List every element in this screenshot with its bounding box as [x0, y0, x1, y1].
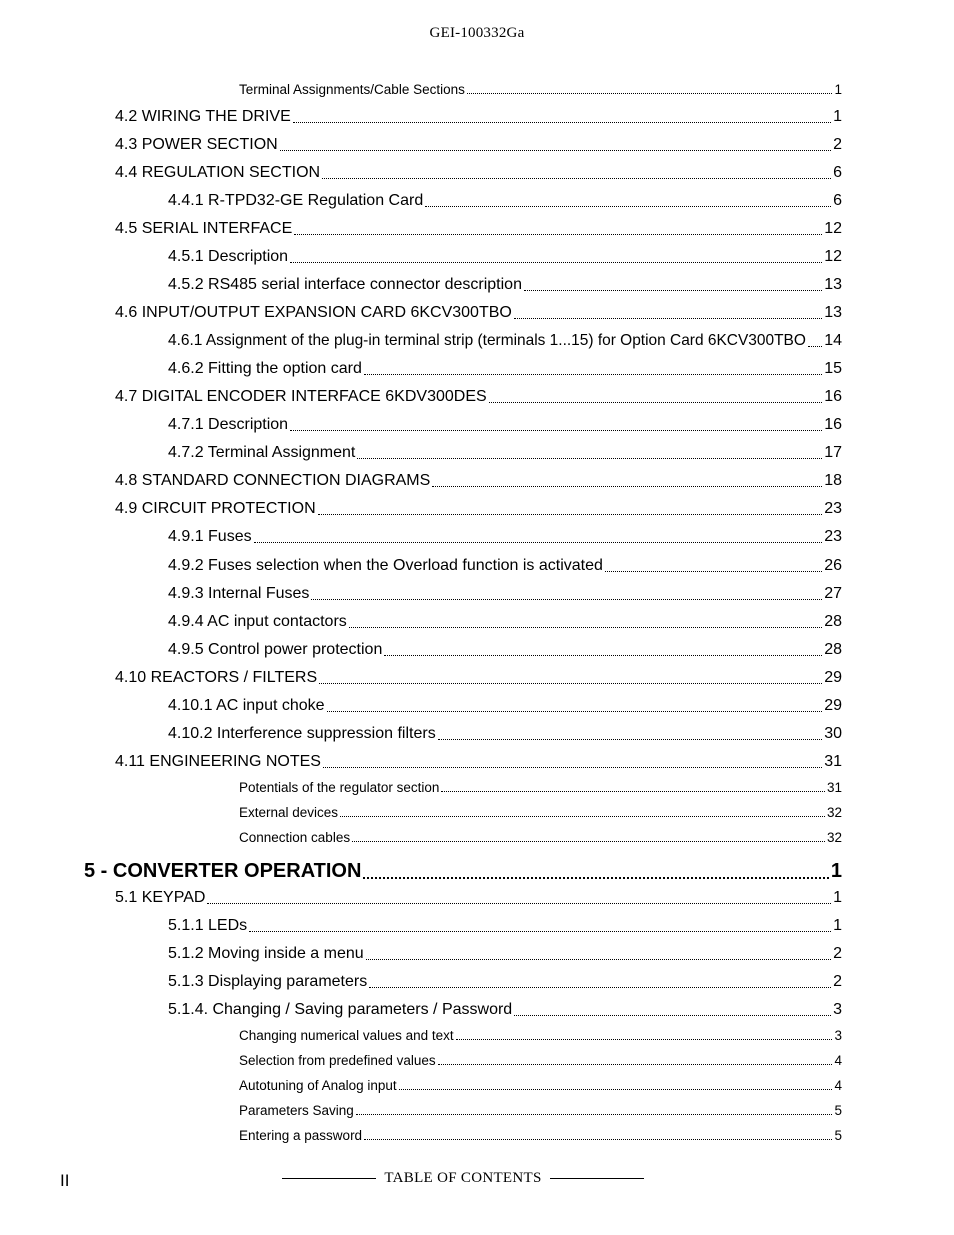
- toc-entry-title: 4.11 ENGINEERING NOTES: [115, 753, 321, 770]
- toc-entry[interactable]: [168, 917, 842, 935]
- toc-dot-leader: [290, 429, 822, 431]
- toc-dot-leader: [357, 457, 822, 459]
- toc-entry-title: 4.6 INPUT/OUTPUT EXPANSION CARD 6KCV300TBO: [115, 304, 512, 321]
- toc-entry-title: 4.9.3 Internal Fuses: [168, 585, 310, 602]
- toc-entry-page: 3: [834, 1028, 842, 1043]
- toc-entry[interactable]: [168, 973, 842, 991]
- toc-entry[interactable]: [239, 1028, 842, 1043]
- toc-entry[interactable]: [115, 753, 842, 771]
- toc-entry-title: 4.5.1 Description: [168, 248, 289, 265]
- toc-entry-title: 4.5.2 RS485 serial interface connector description: [168, 276, 522, 293]
- toc-entry-page: 18: [824, 472, 842, 489]
- toc-dot-leader: [364, 373, 822, 375]
- toc-entry[interactable]: [168, 332, 842, 350]
- toc-chapter-entry[interactable]: [84, 860, 842, 883]
- toc-entry[interactable]: [168, 725, 842, 743]
- toc-entry-page: 15: [824, 360, 842, 377]
- toc-entry[interactable]: [115, 500, 842, 518]
- toc-entry[interactable]: [239, 780, 842, 795]
- toc-entry-title: Parameters Saving: [239, 1103, 354, 1118]
- toc-entry[interactable]: [115, 669, 842, 687]
- toc-dot-leader: [808, 345, 822, 347]
- toc-entry-page: 32: [826, 830, 842, 845]
- toc-dot-leader: [349, 626, 822, 628]
- toc-entry-title: 4.7 DIGITAL ENCODER INTERFACE 6KDV300DES: [115, 388, 487, 405]
- toc-entry-page: 6: [833, 192, 842, 209]
- toc-dot-leader: [456, 1038, 833, 1040]
- toc-entry-title: Entering a password: [239, 1128, 363, 1143]
- toc-entry[interactable]: [115, 220, 842, 238]
- toc-entry-page: 23: [824, 528, 842, 545]
- footer-rule-left: [282, 1178, 376, 1179]
- toc-entry-title: 4.9.4 AC input contactors: [168, 613, 347, 630]
- toc-entry-page: 13: [824, 276, 842, 293]
- toc-dot-leader: [364, 1138, 832, 1140]
- toc-entry-title: Connection cables: [239, 830, 351, 845]
- toc-entry[interactable]: [239, 1128, 842, 1143]
- toc-entry-title: External devices: [239, 805, 339, 820]
- toc-entry[interactable]: [168, 641, 842, 659]
- toc-entry-page: 2: [833, 973, 842, 990]
- toc-entry-title: 4.9.5 Control power protection: [168, 641, 383, 658]
- toc-entry-title: Potentials of the regulator section: [239, 780, 440, 795]
- toc-entry[interactable]: [115, 388, 842, 406]
- toc-entry[interactable]: [115, 108, 842, 126]
- toc-entry[interactable]: [168, 248, 842, 266]
- toc-entry[interactable]: [239, 830, 842, 845]
- toc-entry-page: 1: [833, 108, 842, 125]
- toc-entry-page: 6: [833, 164, 842, 181]
- toc-entry-title: 4.5 SERIAL INTERFACE: [115, 220, 293, 237]
- page-number: II: [60, 1171, 70, 1190]
- toc-dot-leader: [319, 682, 822, 684]
- toc-entry-page: 27: [824, 585, 842, 602]
- toc-entry-page: 23: [824, 500, 842, 517]
- toc-entry[interactable]: [168, 557, 842, 575]
- toc-entry-page: 5: [834, 1103, 842, 1118]
- toc-dot-leader: [441, 790, 825, 792]
- toc-dot-leader: [384, 654, 822, 656]
- toc-entry-page: 3: [833, 1001, 842, 1018]
- toc-entry[interactable]: [115, 304, 842, 322]
- toc-dot-leader: [293, 121, 831, 123]
- toc-entry-page: 14: [824, 332, 842, 349]
- toc-entry-title: 4.3 POWER SECTION: [115, 136, 278, 153]
- toc-dot-leader: [467, 92, 833, 94]
- toc-dot-leader: [318, 513, 823, 515]
- toc-entry[interactable]: [115, 889, 842, 907]
- toc-entry[interactable]: [168, 945, 842, 963]
- document-code: GEI-100332Ga: [429, 25, 525, 41]
- toc-entry-title: 4.8 STANDARD CONNECTION DIAGRAMS: [115, 472, 431, 489]
- toc-entry-page: 16: [824, 388, 842, 405]
- toc-entry[interactable]: [239, 1053, 842, 1068]
- toc-dot-leader: [514, 317, 822, 319]
- toc-dot-leader: [425, 205, 831, 207]
- toc-entry-page: 12: [824, 220, 842, 237]
- toc-entry-page: 4: [834, 1053, 842, 1068]
- toc-entry-title: Changing numerical values and text: [239, 1028, 454, 1043]
- toc-entry-title: 5.1.1 LEDs: [168, 917, 248, 934]
- toc-entry[interactable]: [239, 1103, 842, 1118]
- toc-entry[interactable]: [168, 360, 842, 378]
- toc-dot-leader: [369, 986, 831, 988]
- toc-dot-leader: [340, 815, 825, 817]
- toc-entry[interactable]: [168, 444, 842, 462]
- toc-entry[interactable]: [115, 472, 842, 490]
- toc-entry-page: 29: [824, 669, 842, 686]
- toc-dot-leader: [311, 598, 822, 600]
- toc-entry-page: 2: [833, 136, 842, 153]
- toc-entry-page: 1: [830, 860, 842, 882]
- toc-entry-title: 4.9.1 Fuses: [168, 528, 252, 545]
- toc-dot-leader: [294, 233, 822, 235]
- toc-entry-title: 4.6.2 Fitting the option card: [168, 360, 362, 377]
- toc-entry-page: 1: [833, 889, 842, 906]
- toc-entry-title: 4.4.1 R-TPD32-GE Regulation Card: [168, 192, 424, 209]
- toc-entry-page: 5: [834, 1128, 842, 1143]
- toc-entry[interactable]: [239, 1078, 842, 1093]
- toc-entry-title: 5.1 KEYPAD: [115, 889, 206, 906]
- toc-entry-page: 26: [824, 557, 842, 574]
- toc-dot-leader: [322, 177, 831, 179]
- toc-entry-title: 5 - CONVERTER OPERATION: [84, 860, 362, 882]
- toc-dot-leader: [352, 840, 825, 842]
- toc-entry-title: 4.7.1 Description: [168, 416, 289, 433]
- toc-dot-leader: [280, 149, 831, 151]
- toc-entry-page: 29: [824, 697, 842, 714]
- toc-entry-page: 30: [824, 725, 842, 742]
- toc-entry-title: Terminal Assignments/Cable Sections: [239, 82, 465, 97]
- toc-dot-leader: [514, 1014, 831, 1016]
- toc-entry-page: 1: [834, 82, 842, 97]
- toc-dot-leader: [438, 1063, 833, 1065]
- toc-entry[interactable]: [168, 528, 842, 546]
- footer-section-text: TABLE OF CONTENTS: [384, 1170, 542, 1186]
- toc-entry-title: 4.2 WIRING THE DRIVE: [115, 108, 291, 125]
- toc-entry-page: 13: [824, 304, 842, 321]
- toc-entry-title: 5.1.3 Displaying parameters: [168, 973, 368, 990]
- toc-dot-leader: [207, 902, 831, 904]
- toc-entry-title: 5.1.4. Changing / Saving parameters / Password: [168, 1001, 513, 1018]
- toc-entry-page: 28: [824, 641, 842, 658]
- toc-entry-page: 17: [824, 444, 842, 461]
- toc-dot-leader: [327, 710, 823, 712]
- toc-entry-title: 4.9.2 Fuses selection when the Overload function is activated: [168, 557, 603, 574]
- toc-entry-title: 4.10.2 Interference suppression filters: [168, 725, 436, 742]
- toc-entry-title: 4.6.1 Assignment of the plug-in terminal strip (terminals 1...15) for Option Card 6KCV300TBO: [168, 332, 806, 349]
- toc-entry-page: 2: [833, 945, 842, 962]
- toc-entry-page: 31: [824, 753, 842, 770]
- toc-entry-title: Selection from predefined values: [239, 1053, 436, 1068]
- toc-dot-leader: [323, 766, 822, 768]
- toc-entry[interactable]: [168, 416, 842, 434]
- toc-dot-leader: [356, 1113, 833, 1115]
- toc-entry-title: 4.7.2 Terminal Assignment: [168, 444, 356, 461]
- toc-entry-title: Autotuning of Analog input: [239, 1078, 397, 1093]
- toc-entry[interactable]: [168, 1001, 842, 1019]
- toc-dot-leader: [254, 541, 823, 543]
- toc-entry-title: 4.10 REACTORS / FILTERS: [115, 669, 318, 686]
- toc-dot-leader: [432, 485, 822, 487]
- toc-entry-title: 4.4 REGULATION SECTION: [115, 164, 321, 181]
- toc-entry-page: 1: [833, 917, 842, 934]
- footer-rule-right: [550, 1178, 644, 1179]
- toc-entry-page: 28: [824, 613, 842, 630]
- toc-entry[interactable]: [115, 164, 842, 182]
- toc-entry-title: 4.9 CIRCUIT PROTECTION: [115, 500, 316, 517]
- toc-dot-leader: [249, 930, 831, 932]
- toc-entry[interactable]: [168, 276, 842, 294]
- toc-dot-leader: [489, 401, 823, 403]
- toc-entry[interactable]: [168, 613, 842, 631]
- toc-entry-title: 5.1.2 Moving inside a menu: [168, 945, 364, 962]
- toc-entry[interactable]: [168, 697, 842, 715]
- toc-entry-page: 31: [826, 780, 842, 795]
- toc-entry[interactable]: [168, 192, 842, 210]
- toc-dot-leader: [363, 876, 828, 879]
- footer-section-label: [282, 1170, 644, 1187]
- toc-entry[interactable]: [239, 82, 842, 97]
- toc-entry-page: 32: [826, 805, 842, 820]
- toc-dot-leader: [605, 570, 822, 572]
- toc-entry-page: 16: [824, 416, 842, 433]
- toc-dot-leader: [438, 738, 823, 740]
- toc-entry-title: 4.10.1 AC input choke: [168, 697, 325, 714]
- toc-dot-leader: [399, 1088, 833, 1090]
- toc-entry-page: 12: [824, 248, 842, 265]
- toc-entry-page: 4: [834, 1078, 842, 1093]
- toc-dot-leader: [524, 289, 822, 291]
- toc-entry[interactable]: [168, 585, 842, 603]
- toc-dot-leader: [290, 261, 822, 263]
- toc-entry[interactable]: [115, 136, 842, 154]
- toc-dot-leader: [366, 958, 831, 960]
- toc-entry[interactable]: [239, 805, 842, 820]
